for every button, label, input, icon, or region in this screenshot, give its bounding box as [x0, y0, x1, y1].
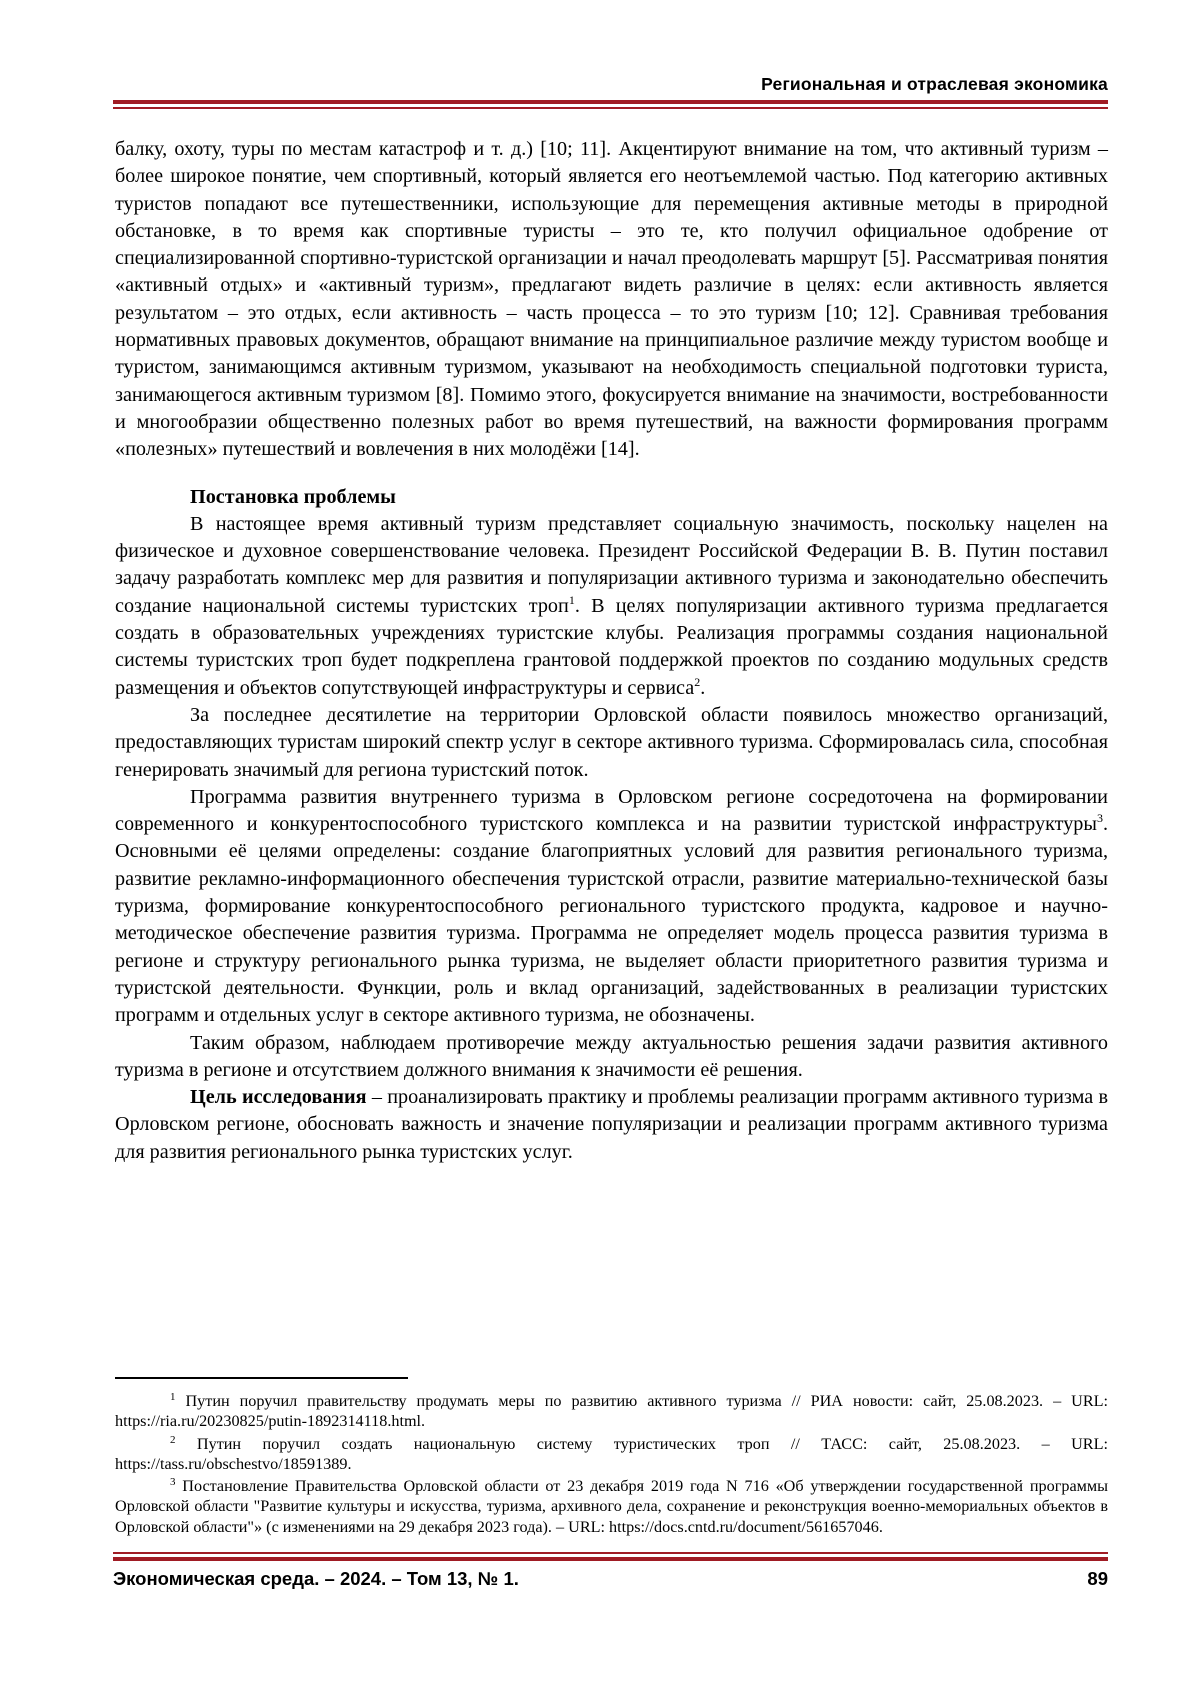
footnote-1	[115, 1391, 1108, 1432]
header-rule-thin	[113, 107, 1108, 109]
paragraph-2-part-b: . В целях популяризации активного туризма предлагается создать в образовательных учреждениях туристские клубы. Реализация программы создания национальной системы туристских троп будет подкреплена грантовой поддержкой проектов по созданию модульных средств размещения и объектов сопутствующей инфраструктуры и сервиса	[115, 594, 1108, 699]
footnote-ref-2[interactable]: 2	[694, 674, 701, 689]
running-header: Региональная и отраслевая экономика	[761, 74, 1108, 94]
footnote-separator	[115, 1377, 408, 1379]
goal-text: – проанализировать практику и проблемы реализации программ активного туризма в Орловском регионе, обосновать важность и значение популяризации и реализации программ активного туризма для развития регионального рынка туристских услуг.	[115, 1086, 1109, 1163]
paragraph-4-part-a: Программа развития внутреннего туризма в Орловском регионе сосредоточена на формировании современного и конкурентоспособного туристского комплекса и на развитии туристской инфраструктуры	[115, 785, 1108, 836]
footnote-mark-3: 3	[170, 1476, 176, 1489]
footnote-text-1: Путин поручил правительству продумать меры по развитию активного туризма // РИА новости: сайт, 25.08.2023. – URL: https://ria.ru/20230825/putin-1892314118.html.	[115, 1392, 1108, 1431]
footnote-ref-3[interactable]: 3	[1096, 811, 1103, 826]
paragraph-2-part-a: В настоящее время активный туризм представляет социальную значимость, поскольку нацелен на физическое и духовное совершенствование человека. Президент Российской Федерации В. В. Путин поставил задачу разработать комплекс мер для развития и популяризации активного туризма и законодательно обеспечить создание национальной системы туристских троп	[115, 512, 1108, 617]
page-number: 89	[1087, 1568, 1108, 1589]
footnote-ref-1[interactable]: 1	[568, 592, 575, 607]
article-body	[115, 136, 1108, 1166]
footnote-2	[115, 1434, 1108, 1475]
paragraph-5: Таким образом, наблюдаем противоречие между актуальностью решения задачи развития активного туризма в регионе и отсутствием должного внимания к значимости её решения.	[115, 1031, 1108, 1081]
paragraph-2-part-c: .	[700, 676, 706, 699]
paragraph-goal	[115, 1084, 1108, 1166]
paragraph-4-part-b: . Основными её целями определены: создание благоприятных условий для развития регионального туризма, развитие рекламно-информационного обеспечения туристской отрасли, развитие материально-технической базы туризма, формирование конкурентоспособного регионального туристского продукта, кадровое и научно-методическое обеспечение развития туризма. Программа не определяет модель процесса развития туризма в регионе и структуру регионального рынка туризма, не выделяет области приоритетного развития туризма и туристской деятельности. Функции, роль и вклад организаций, задействованных в реализации туристских программ и отдельных услуг в секторе активного туризма, не обозначены.	[115, 813, 1108, 1027]
footnote-text-3: Постановление Правительства Орловской области от 23 декабря 2019 года N 716 «Об утверждении государственной программы Орловской области "Развитие культуры и искусства, туризма, архивного дела, сохранение и реконструкция военно-мемориальных объектов в Орловской области"» (с изменениями на 29 декабря 2023 года). – URL: https://docs.cntd.ru/document/561657046.	[115, 1477, 1108, 1536]
footnote-text-2: Путин поручил создать национальную систему туристических троп // ТАСС: сайт, 25.08.2023. – URL: https://tass.ru/obschestvo/18591389.	[115, 1434, 1108, 1473]
footnotes	[115, 1391, 1108, 1539]
paragraph-3: За последнее десятилетие на территории Орловской области появилось множество организаций, предоставляющих туристам широкий спектр услуг в секторе активного туризма. Сформировалась сила, способная генерировать значимый для региона туристский поток.	[115, 703, 1108, 781]
footnote-mark-2: 2	[170, 1433, 176, 1446]
header-rule-thick	[113, 100, 1108, 104]
footnote-mark-1: 1	[170, 1391, 176, 1403]
footer-rule-thick	[113, 1557, 1108, 1561]
footer-rule-thin	[113, 1552, 1108, 1554]
paragraph-1: балку, охоту, туры по местам катастроф и т. д.) [10; 11]. Акцентируют внимание на том, что активный туризм – более широкое понятие, чем спортивный, который является его неотъемлемой частью. Под категорию активных туристов попадают все путешественники, использующие для перемещения активные методы в природной обстановке, в то время как спортивные туристы – это те, кто получил официальное одобрение от специализированной спортивно-туристской организации и начал преодолевать маршрут [5]. Рассматривая понятия «активный отдых» и «активный туризм», предлагают видеть различие в целях: если активность является результатом – это отдых, если активность – часть процесса – то это туризм [10; 12]. Сравнивая требования нормативных правовых документов, обращают внимание на принципиальное различие между туристом вообще и туристом, занимающимся активным туризмом, указывают на необходимость специальной подготовки туриста, занимающегося активным туризмом [8]. Помимо этого, фокусируется внимание на значимости, востребованности и многообразии общественно полезных работ во время путешествий, на важности формирования программ «полезных» путешествий и вовлечения в них молодёжи [14].	[115, 138, 1108, 461]
journal-citation: Экономическая среда. – 2024. – Том 13, № 1.	[113, 1568, 519, 1589]
goal-label: Цель исследования	[190, 1086, 367, 1109]
footnote-3	[115, 1476, 1108, 1537]
paragraph-2	[115, 511, 1108, 702]
section-heading: Постановка проблемы	[190, 485, 396, 508]
paragraph-4	[115, 784, 1108, 1030]
